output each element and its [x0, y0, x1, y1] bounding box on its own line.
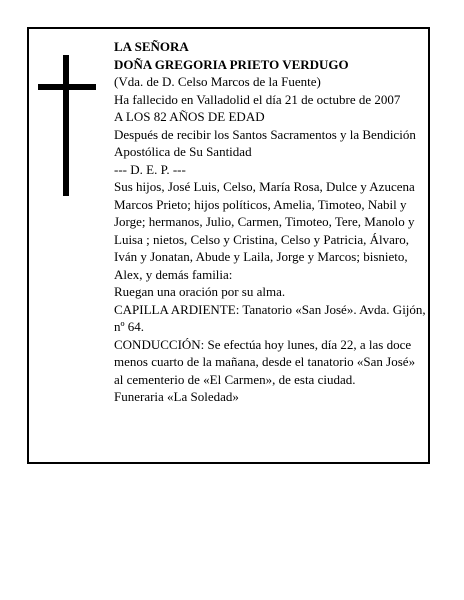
prayer-request: Ruegan una oración por su alma. [114, 284, 286, 299]
funeral-home: Funeraria «La Soledad» [114, 389, 239, 404]
cross-vertical-bar [63, 55, 69, 196]
procession-info: CONDUCCIÓN: Se efectúa hoy lunes, día 22, a las doce menos cuarto de la mañana, desde el tanatorio «San José» al cementerio de «El Carmen», de esta ciudad. [114, 336, 416, 387]
family-list: Sus hijos, José Luis, Celso, María Rosa, Dulce y Azucena Marcos Prieto; hijos políticos, Amelia, Timoteo, Nabil y Jorge; hermanos, Julio, Carmen, Timoteo, Tere, Manolo y Luisa ; nietos, Celso y Cristina, Celso y Patricia, Álvaro, Iván y Jonatan, Abude y Laila, Jorge y Marcos; bisnieto, Alex, y demás familia: [114, 179, 415, 282]
notice-title-line-1: LA SEÑORA [114, 39, 189, 54]
widow-of-line: (Vda. de D. Celso Marcos de la Fuente) [114, 74, 321, 89]
rip-line: --- D. E. P. --- [114, 161, 186, 177]
age-line: A LOS 82 AÑOS DE EDAD [114, 109, 265, 124]
death-info: Ha fallecido en Valladolid el día 21 de octubre de 2007 [114, 91, 401, 107]
sacraments-line: Después de recibir los Santos Sacramentos y la Bendición Apostólica de Su Santidad [114, 126, 416, 159]
notice-title-name: DOÑA GREGORIA PRIETO VERDUGO [114, 56, 349, 72]
cross-horizontal-bar [38, 84, 96, 90]
notice-text [114, 38, 426, 406]
chapel-info: CAPILLA ARDIENTE: Tanatorio «San José». Avda. Gijón, nº 64. [114, 301, 426, 334]
